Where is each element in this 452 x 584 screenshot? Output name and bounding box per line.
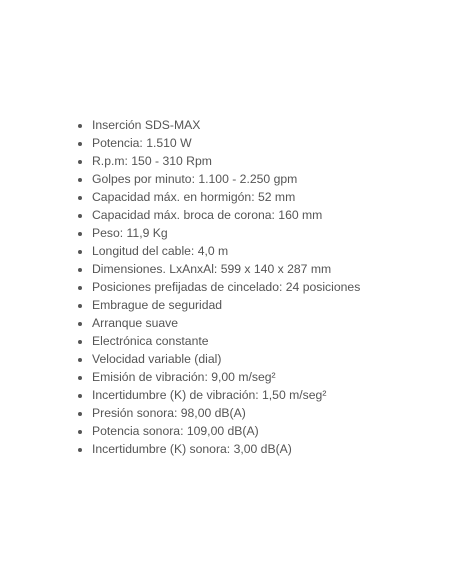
spec-text: Presión sonora: 98,00 dB(A)	[92, 406, 246, 420]
bullet-icon	[78, 448, 82, 452]
spec-text: Golpes por minuto: 1.100 - 2.250 gpm	[92, 172, 298, 186]
bullet-icon	[78, 358, 82, 362]
list-item	[76, 350, 360, 368]
spec-text: Electrónica constante	[92, 334, 209, 348]
bullet-icon	[78, 250, 82, 254]
list-item	[76, 278, 360, 296]
list-item	[76, 422, 360, 440]
list-item	[76, 188, 360, 206]
bullet-icon	[78, 268, 82, 272]
spec-list	[76, 116, 360, 458]
bullet-icon	[78, 394, 82, 398]
spec-text: Capacidad máx. en hormigón: 52 mm	[92, 190, 296, 204]
spec-text: Incertidumbre (K) sonora: 3,00 dB(A)	[92, 442, 292, 456]
spec-text: Potencia sonora: 109,00 dB(A)	[92, 424, 259, 438]
bullet-icon	[78, 160, 82, 164]
spec-text: Arranque suave	[92, 316, 179, 330]
spec-text: Dimensiones. LxAnxAl: 599 x 140 x 287 mm	[92, 262, 332, 276]
bullet-icon	[78, 430, 82, 434]
bullet-icon	[78, 412, 82, 416]
bullet-icon	[78, 178, 82, 182]
spec-text: Posiciones prefijadas de cincelado: 24 posiciones	[92, 280, 361, 294]
spec-text: Incertidumbre (K) de vibración: 1,50 m/seg²	[92, 388, 327, 402]
bullet-icon	[78, 376, 82, 380]
bullet-icon	[78, 286, 82, 290]
list-item	[76, 386, 360, 404]
spec-text: Inserción SDS-MAX	[92, 118, 201, 132]
list-item	[76, 314, 360, 332]
spec-text: Embrague de seguridad	[92, 298, 223, 312]
spec-text: Capacidad máx. broca de corona: 160 mm	[92, 208, 323, 222]
bullet-icon	[78, 124, 82, 128]
list-item	[76, 332, 360, 350]
spec-text: Peso: 11,9 Kg	[92, 226, 168, 240]
spec-text: R.p.m: 150 - 310 Rpm	[92, 154, 212, 168]
spec-text: Longitud del cable: 4,0 m	[92, 244, 229, 258]
bullet-icon	[78, 142, 82, 146]
list-item	[76, 242, 360, 260]
bullet-icon	[78, 214, 82, 218]
list-item	[76, 368, 360, 386]
list-item	[76, 296, 360, 314]
bullet-icon	[78, 304, 82, 308]
list-item	[76, 404, 360, 422]
bullet-icon	[78, 196, 82, 200]
list-item	[76, 134, 360, 152]
list-item	[76, 116, 360, 134]
bullet-icon	[78, 322, 82, 326]
list-item	[76, 440, 360, 458]
spec-text: Velocidad variable (dial)	[92, 352, 222, 366]
bullet-icon	[78, 340, 82, 344]
spec-text: Emisión de vibración: 9,00 m/seg²	[92, 370, 276, 384]
list-item	[76, 224, 360, 242]
bullet-icon	[78, 232, 82, 236]
spec-text: Potencia: 1.510 W	[92, 136, 192, 150]
list-item	[76, 260, 360, 278]
list-item	[76, 152, 360, 170]
list-item	[76, 206, 360, 224]
list-item	[76, 170, 360, 188]
